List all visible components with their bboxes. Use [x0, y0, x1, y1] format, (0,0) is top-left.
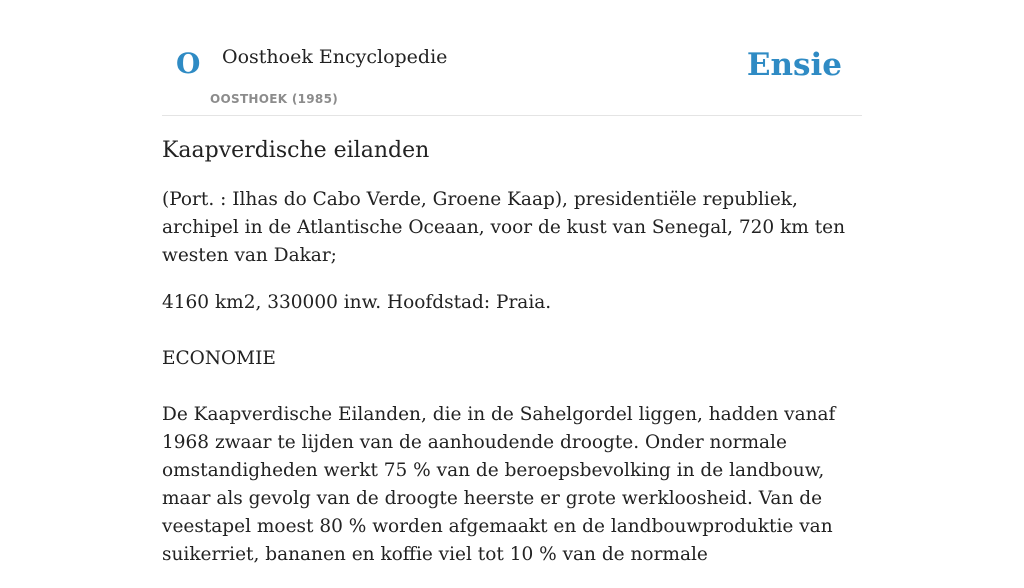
book-logo-icon[interactable]: O — [176, 47, 201, 80]
article-content — [162, 138, 862, 588]
article-paragraph: (Port. : Ilhas do Cabo Verde, Groene Kaap), presidentiële republiek, archipel in de Atlantische Oceaan, voor de kust van Senegal, 720 km ten westen van Dakar; — [162, 189, 846, 267]
section-heading: ECONOMIE — [162, 348, 276, 370]
article-paragraph: 4160 km2, 330000 inw. Hoofdstad: Praia. — [162, 292, 552, 314]
book-publisher-year: OOSTHOEK (1985) — [210, 92, 339, 106]
book-title-link[interactable]: Oosthoek Encyclopedie — [222, 46, 448, 68]
article-paragraph: De Kaapverdische Eilanden, die in de Sahelgordel liggen, hadden vanaf 1968 zwaar te lijden van de aanhoudende droogte. Onder normale omstandigheden werkt 75 % van de beroepsbevolking in de landbouw, maar als gevolg van de droogte heerste er grote werkloosheid. Van de veestapel moest 80 % worden afgemaakt en de landbouwproduktie van suikerriet, bananen en koffie viel tot 10 % van de normale — [162, 404, 836, 566]
article-title: Kaapverdische eilanden — [162, 138, 430, 163]
book-header — [162, 30, 862, 116]
site-logo[interactable]: Ensie — [746, 47, 842, 83]
